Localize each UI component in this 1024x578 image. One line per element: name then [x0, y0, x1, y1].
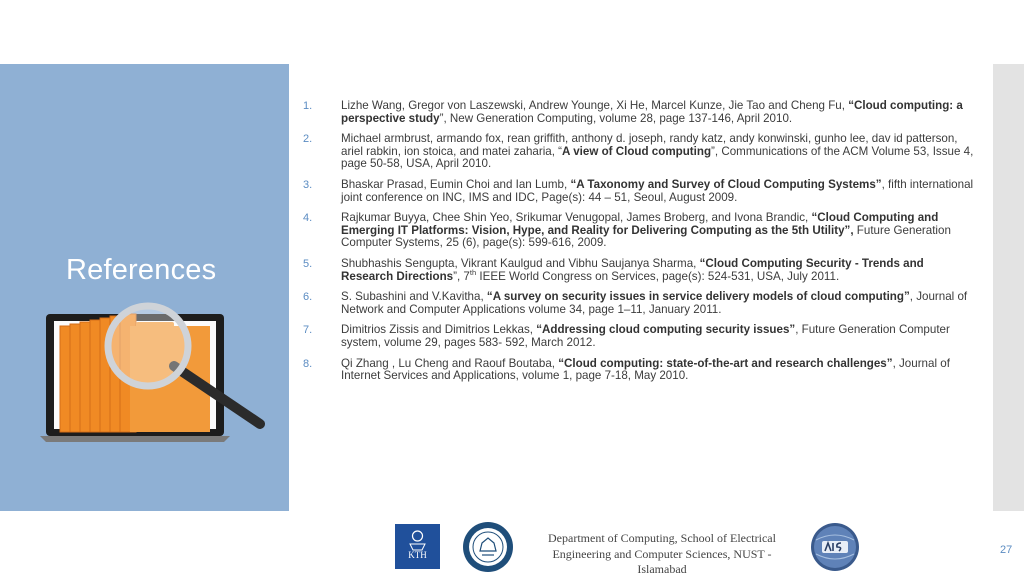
reference-item: [300, 258, 976, 283]
reference-number: 7.: [303, 324, 313, 337]
reference-item: [300, 358, 976, 383]
reference-source: ”, New Generation Computing, volume 28, page 137-146, April 2010.: [439, 111, 793, 125]
slide-title: References: [66, 254, 217, 286]
reference-item: [300, 212, 976, 250]
page-number: 27: [1000, 544, 1013, 556]
reference-item: [300, 291, 976, 316]
reference-title: “Cloud computing: state-of-the-art and research challenges”: [558, 356, 893, 370]
reference-number: 6.: [303, 291, 313, 304]
reference-authors: Lizhe Wang, Gregor von Laszewski, Andrew Younge, Xi He, Marcel Kunze, Jie Tao and Cheng Fu,: [341, 99, 849, 112]
reference-number: 2.: [303, 133, 313, 146]
reference-title: “Cloud Computing and Emerging IT Platforms: Vision, Hype, and Reality for Delivering Computing as the 5th Utility”,: [341, 211, 939, 237]
folder-magnifier-illustration: [38, 296, 274, 444]
reference-source: , Future Generation Computer system, volume 29, pages 583- 592, March 2012.: [341, 323, 950, 349]
reference-item: [300, 100, 976, 125]
reference-item: [300, 324, 976, 349]
ais-logo: [810, 522, 860, 572]
reference-authors: Bhaskar Prasad, Eumin Choi and Ian Lumb,: [341, 177, 571, 191]
reference-list: [300, 100, 976, 391]
laptop-base: [40, 436, 230, 442]
kth-logo: [395, 524, 440, 569]
kth-logo-text: KTH: [408, 550, 427, 560]
reference-authors: Rajkumar Buyya, Chee Shin Yeo, Srikumar Venugopal, James Broberg, and Ivona Brandic,: [341, 211, 812, 225]
reference-number: 8.: [303, 357, 313, 370]
reference-source-prefix: ”, 7: [453, 269, 470, 283]
reference-number: 5.: [303, 257, 313, 270]
footer-department: Department of Computing, School of Electrical Engineering and Computer Sciences, NUST - Islamabad: [548, 531, 776, 576]
reference-item: [300, 133, 976, 171]
reference-title: “A survey on security issues in service delivery models of cloud computing”: [486, 290, 910, 304]
reference-number: 3.: [303, 178, 313, 191]
reference-authors: Shubhashis Sengupta, Vikrant Kaulgud and Vibhu Saujanya Sharma,: [341, 256, 700, 270]
reference-source: IEEE World Congress on Services, page(s): 524-531, USA, July 2011.: [476, 269, 840, 283]
reference-number: 4.: [303, 212, 313, 225]
reference-authors: Michael armbrust, armando fox, rean griffith, anthony d. joseph, randy katz, andy konwinski, gunho lee, dav id patterson, ariel rabkin, ion stoica, and matei zaharia, “: [341, 132, 958, 158]
reference-source: , Journal of Network and Computer Applications volume 34, page 1–11, January 2011.: [341, 290, 968, 316]
reference-authors: Qi Zhang , Lu Cheng and Raouf Boutaba,: [341, 356, 559, 370]
reference-title: “Addressing cloud computing security issues”: [536, 323, 796, 337]
reference-title: “Cloud computing: a perspective study: [341, 99, 963, 125]
reference-source: , fifth international joint conference on INC, IMS and IDC, Page(s): 44 – 51, Seoul, August 2009.: [341, 177, 974, 204]
reference-title: “A Taxonomy and Survey of Cloud Computing Systems”: [570, 177, 882, 191]
reference-source: ”, Communications of the ACM Volume 53, Issue 4, page 50-58, USA, April 2010.: [341, 144, 974, 171]
nust-logo: [462, 521, 514, 573]
reference-title: “Cloud Computing Security - Trends and Research Directions: [341, 256, 924, 283]
reference-source: , Journal of Internet Services and Applications, volume 1, page 7-18, May 2010.: [341, 356, 950, 383]
reference-number: 1.: [303, 100, 313, 112]
right-strip: [993, 64, 1024, 511]
reference-title: A view of Cloud computing: [562, 144, 712, 158]
reference-source: Future Generation Computer Systems, 25 (6), page(s): 599-616, 2009.: [341, 223, 951, 250]
reference-authors: Dimitrios Zissis and Dimitrios Lekkas,: [341, 323, 537, 337]
reference-superscript: th: [469, 267, 477, 277]
reference-item: [300, 179, 976, 204]
reference-authors: S. Subashini and V.Kavitha,: [341, 290, 487, 304]
